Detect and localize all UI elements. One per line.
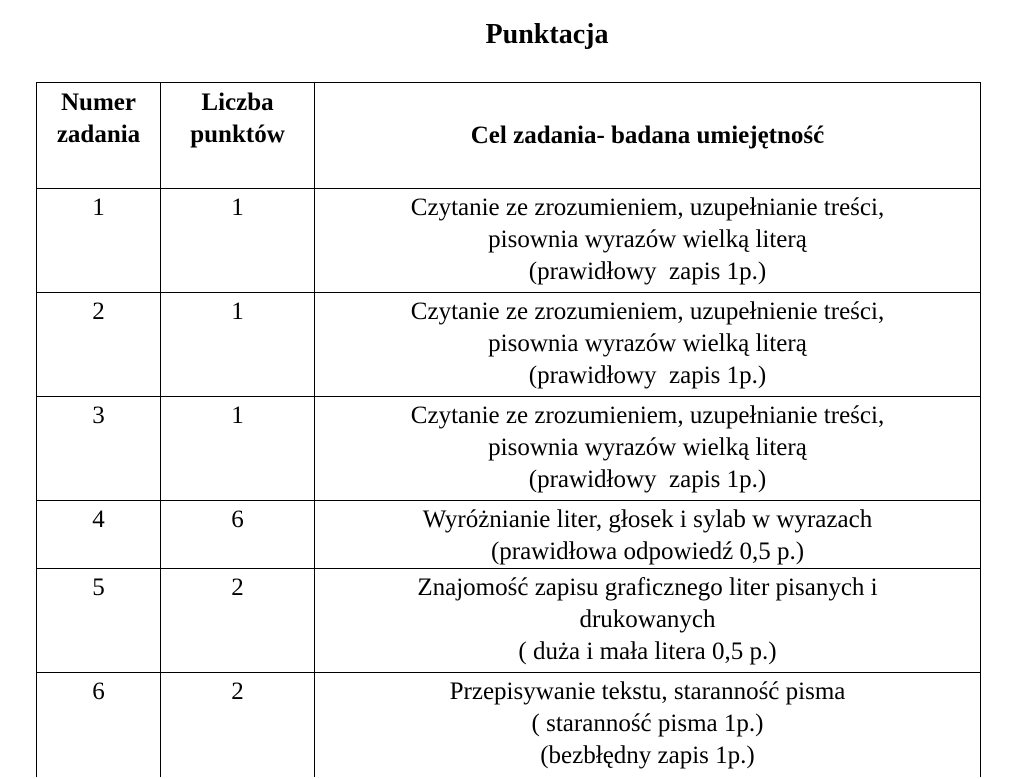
header-task-number: Numer zadania xyxy=(37,83,161,189)
points-cell: 1 xyxy=(161,397,315,501)
header-goal: Cel zadania- badana umiejętność xyxy=(315,83,981,189)
table-row xyxy=(37,189,981,293)
task-number-cell: 3 xyxy=(37,397,161,501)
points-cell: 6 xyxy=(161,501,315,569)
goal-cell: Znajomość zapisu graficznego liter pisanych i drukowanych ( duża i mała litera 0,5 p.) xyxy=(315,569,981,673)
points-cell: 2 xyxy=(161,569,315,673)
table-row xyxy=(37,501,981,569)
scoring-table xyxy=(36,82,981,777)
table-row xyxy=(37,673,981,777)
points-cell: 1 xyxy=(161,189,315,293)
task-number-cell: 4 xyxy=(37,501,161,569)
table-row xyxy=(37,397,981,501)
goal-cell: Przepisywanie tekstu, staranność pisma ( staranność pisma 1p.) (bezbłędny zapis 1p.) xyxy=(315,673,981,777)
task-number-cell: 5 xyxy=(37,569,161,673)
header-points: Liczba punktów xyxy=(161,83,315,189)
task-number-cell: 6 xyxy=(37,673,161,777)
task-number-cell: 1 xyxy=(37,189,161,293)
goal-cell: Wyróżnianie liter, głosek i sylab w wyrazach (prawidłowa odpowiedź 0,5 p.) xyxy=(315,501,981,569)
goal-cell: Czytanie ze zrozumieniem, uzupełnianie treści, pisownia wyrazów wielką literą (prawidłowy zapis 1p.) xyxy=(315,397,981,501)
points-cell: 2 xyxy=(161,673,315,777)
goal-cell: Czytanie ze zrozumieniem, uzupełnienie treści, pisownia wyrazów wielką literą (prawidłowy zapis 1p.) xyxy=(315,293,981,397)
table-row xyxy=(37,293,981,397)
task-number-cell: 2 xyxy=(37,293,161,397)
header-row xyxy=(37,83,981,189)
page-title: Punktacja xyxy=(485,19,609,50)
goal-cell: Czytanie ze zrozumieniem, uzupełnianie treści, pisownia wyrazów wielką literą (prawidłowy zapis 1p.) xyxy=(315,189,981,293)
points-cell: 1 xyxy=(161,293,315,397)
table-row xyxy=(37,569,981,673)
